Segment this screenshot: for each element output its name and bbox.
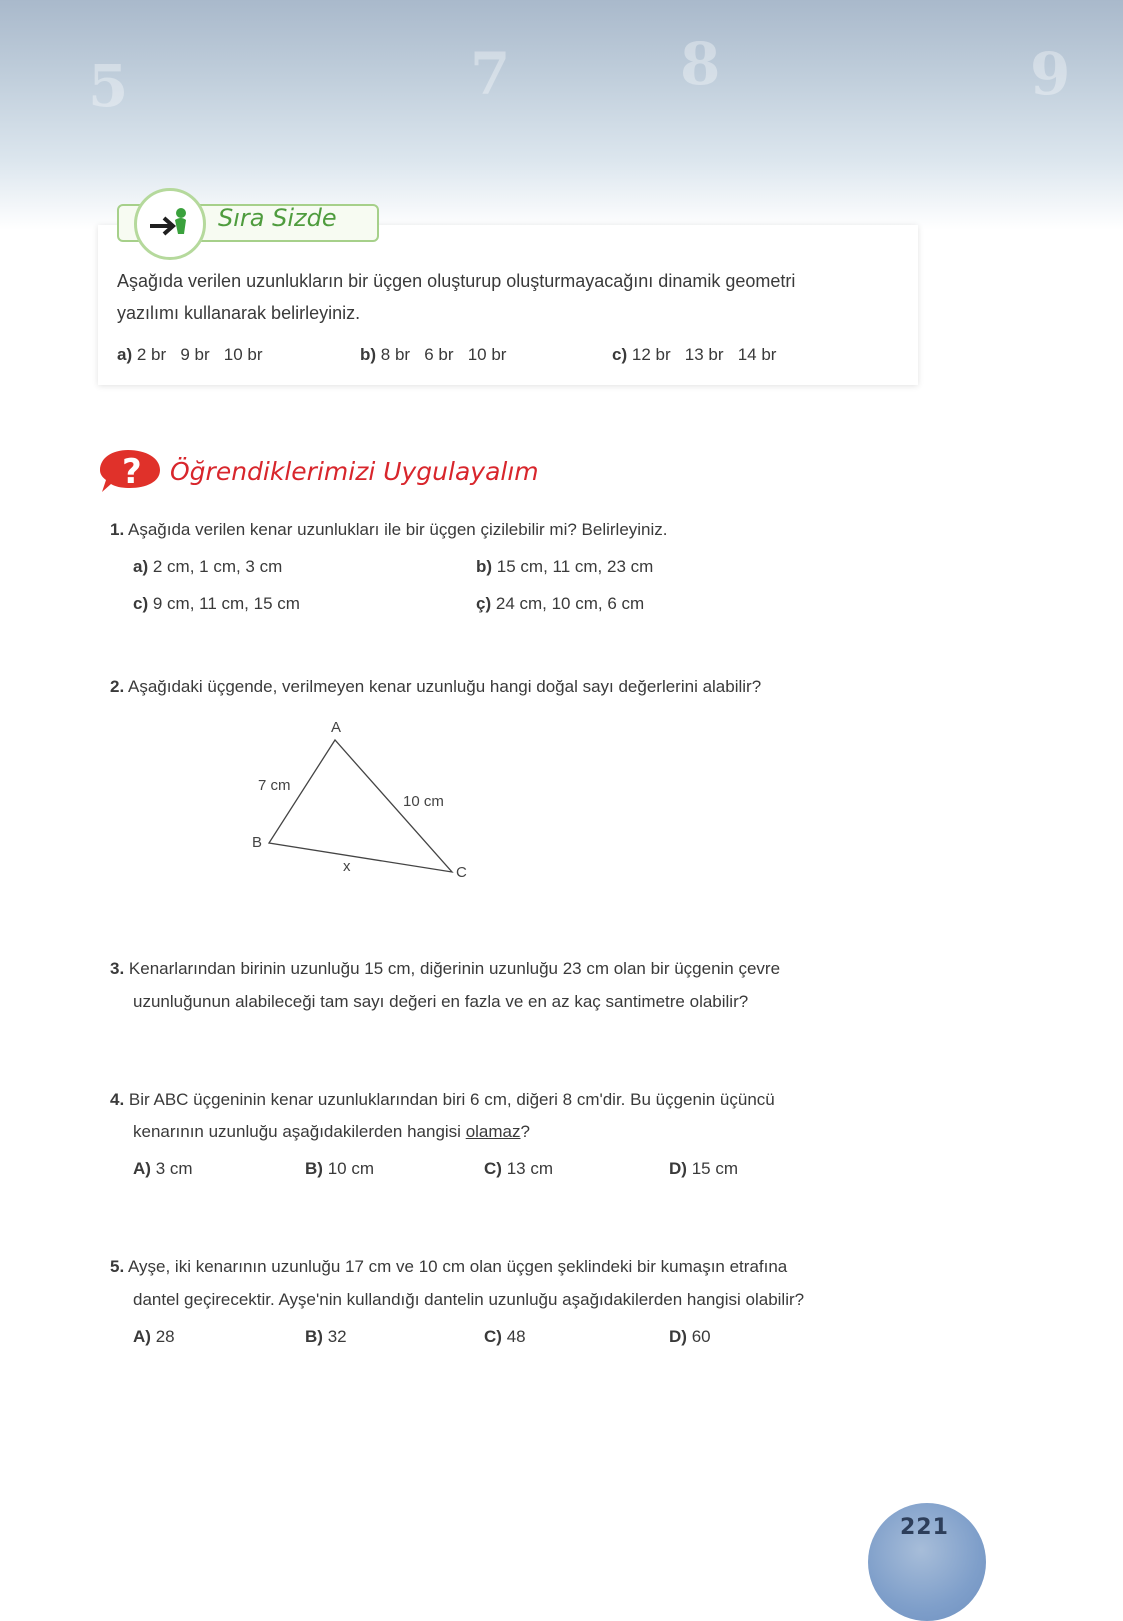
question-bubble-icon — [98, 446, 164, 501]
question-3-line2: uzunluğunun alabileceği tam sayı değeri en fazla ve en az kaç santimetre olabilir? — [133, 992, 749, 1011]
question-text-line1: Kenarlarından birinin uzunluğu 15 cm, diğerinin uzunluğu 23 cm olan bir üçgenin çevre — [128, 959, 781, 978]
arrow-person-icon — [146, 204, 194, 244]
option-value: 10 cm — [327, 1159, 374, 1178]
option-value: 15 cm — [691, 1159, 738, 1178]
q1-option-cc — [476, 594, 644, 614]
side-ab-label: 7 cm — [258, 777, 291, 794]
banner-digit: 9 — [1030, 40, 1071, 108]
sira-option-c — [612, 345, 776, 365]
option-label: c) — [133, 594, 149, 613]
question-4 — [110, 1090, 775, 1110]
question-text-line1: Bir ABC üçgeninin kenar uzunluklarından biri 6 cm, diğeri 8 cm'dir. Bu üçgenin üçüncü — [128, 1090, 775, 1109]
sira-option-b — [360, 345, 506, 365]
option-value: 9 cm, 11 cm, 15 cm — [152, 594, 300, 613]
q1-option-a — [133, 557, 282, 577]
question-text: Aşağıdaki üçgende, verilmeyen kenar uzunluğu hangi doğal sayı değerlerini alabilir? — [127, 677, 762, 696]
option-label: A) — [133, 1159, 151, 1178]
option-label: c) — [612, 345, 628, 364]
question-text: Aşağıda verilen kenar uzunlukları ile bir üçgen çizilebilir mi? Belirleyiniz. — [127, 520, 668, 539]
triangle-figure — [240, 710, 480, 890]
option-value: 60 — [691, 1327, 711, 1346]
question-text: kenarının uzunluğu aşağıdakilerden hangisi — [133, 1122, 466, 1141]
question-mark: ? — [520, 1122, 530, 1141]
question-5 — [110, 1257, 787, 1277]
option-value: 24 cm, 10 cm, 6 cm — [495, 594, 645, 613]
option-value: 32 — [327, 1327, 347, 1346]
option-label: b) — [476, 557, 493, 576]
question-number: 3. — [110, 959, 125, 978]
option-value: 3 cm — [155, 1159, 193, 1178]
option-label: a) — [133, 557, 149, 576]
option-label: B) — [305, 1159, 323, 1178]
q4-option-c — [484, 1159, 553, 1179]
q4-option-d — [669, 1159, 738, 1179]
side-ac-label: 10 cm — [403, 793, 444, 810]
option-value: 13 cm — [506, 1159, 553, 1178]
page-number: 221 — [900, 1515, 949, 1540]
question-text-line1: Ayşe, iki kenarının uzunluğu 17 cm ve 10 cm olan üçgen şeklindeki bir kumaşın etrafına — [127, 1257, 788, 1276]
q4-option-b — [305, 1159, 374, 1179]
sira-text-line2: yazılımı kullanarak belirleyiniz. — [117, 303, 361, 323]
banner-digit: 8 — [680, 30, 721, 98]
option-label: D) — [669, 1327, 687, 1346]
vertex-c-label: C — [456, 864, 467, 881]
sira-option-a — [117, 345, 263, 365]
question-4-line2 — [133, 1122, 530, 1142]
option-label: A) — [133, 1327, 151, 1346]
sira-sizde-title: Sıra Sizde — [218, 204, 337, 232]
q5-option-c — [484, 1327, 526, 1347]
banner-digit: 5 — [88, 52, 129, 120]
option-label: b) — [360, 345, 377, 364]
option-label: C) — [484, 1327, 502, 1346]
question-2 — [110, 677, 761, 697]
svg-text:?: ? — [122, 452, 142, 492]
question-number: 1. — [110, 520, 125, 539]
q5-option-a — [133, 1327, 175, 1347]
sira-text-line1: Aşağıda verilen uzunlukların bir üçgen oluşturup oluşturmayacağını dinamik geometri — [117, 271, 796, 291]
option-label: C) — [484, 1159, 502, 1178]
q1-option-c — [133, 594, 300, 614]
question-3 — [110, 959, 780, 979]
emphasis-olamaz: olamaz — [465, 1122, 521, 1141]
question-1 — [110, 520, 668, 540]
question-number: 4. — [110, 1090, 125, 1109]
option-value: 48 — [506, 1327, 526, 1346]
q5-option-d — [669, 1327, 711, 1347]
option-value: 8 br 6 br 10 br — [380, 345, 507, 364]
vertex-b-label: B — [252, 834, 263, 851]
sira-sizde-icon — [134, 188, 206, 260]
option-label: D) — [669, 1159, 687, 1178]
option-label: B) — [305, 1327, 323, 1346]
option-value: 12 br 13 br 14 br — [631, 345, 777, 364]
option-value: 2 br 9 br 10 br — [136, 345, 263, 364]
banner-digit: 7 — [470, 40, 511, 108]
q1-option-b — [476, 557, 653, 577]
question-number: 2. — [110, 677, 125, 696]
question-5-line2: dantel geçirecektir. Ayşe'nin kullandığı dantelin uzunluğu aşağıdakilerden hangisi olabilir? — [133, 1290, 805, 1309]
question-number: 5. — [110, 1257, 125, 1276]
q5-option-b — [305, 1327, 347, 1347]
q4-option-a — [133, 1159, 193, 1179]
section-title: Öğrendiklerimizi Uygulayalım — [170, 457, 539, 486]
option-label: a) — [117, 345, 133, 364]
option-value: 15 cm, 11 cm, 23 cm — [496, 557, 654, 576]
side-bc-label: x — [343, 858, 351, 875]
option-value: 28 — [155, 1327, 175, 1346]
option-value: 2 cm, 1 cm, 3 cm — [152, 557, 283, 576]
option-label: ç) — [476, 594, 492, 613]
vertex-a-label: A — [331, 719, 342, 736]
